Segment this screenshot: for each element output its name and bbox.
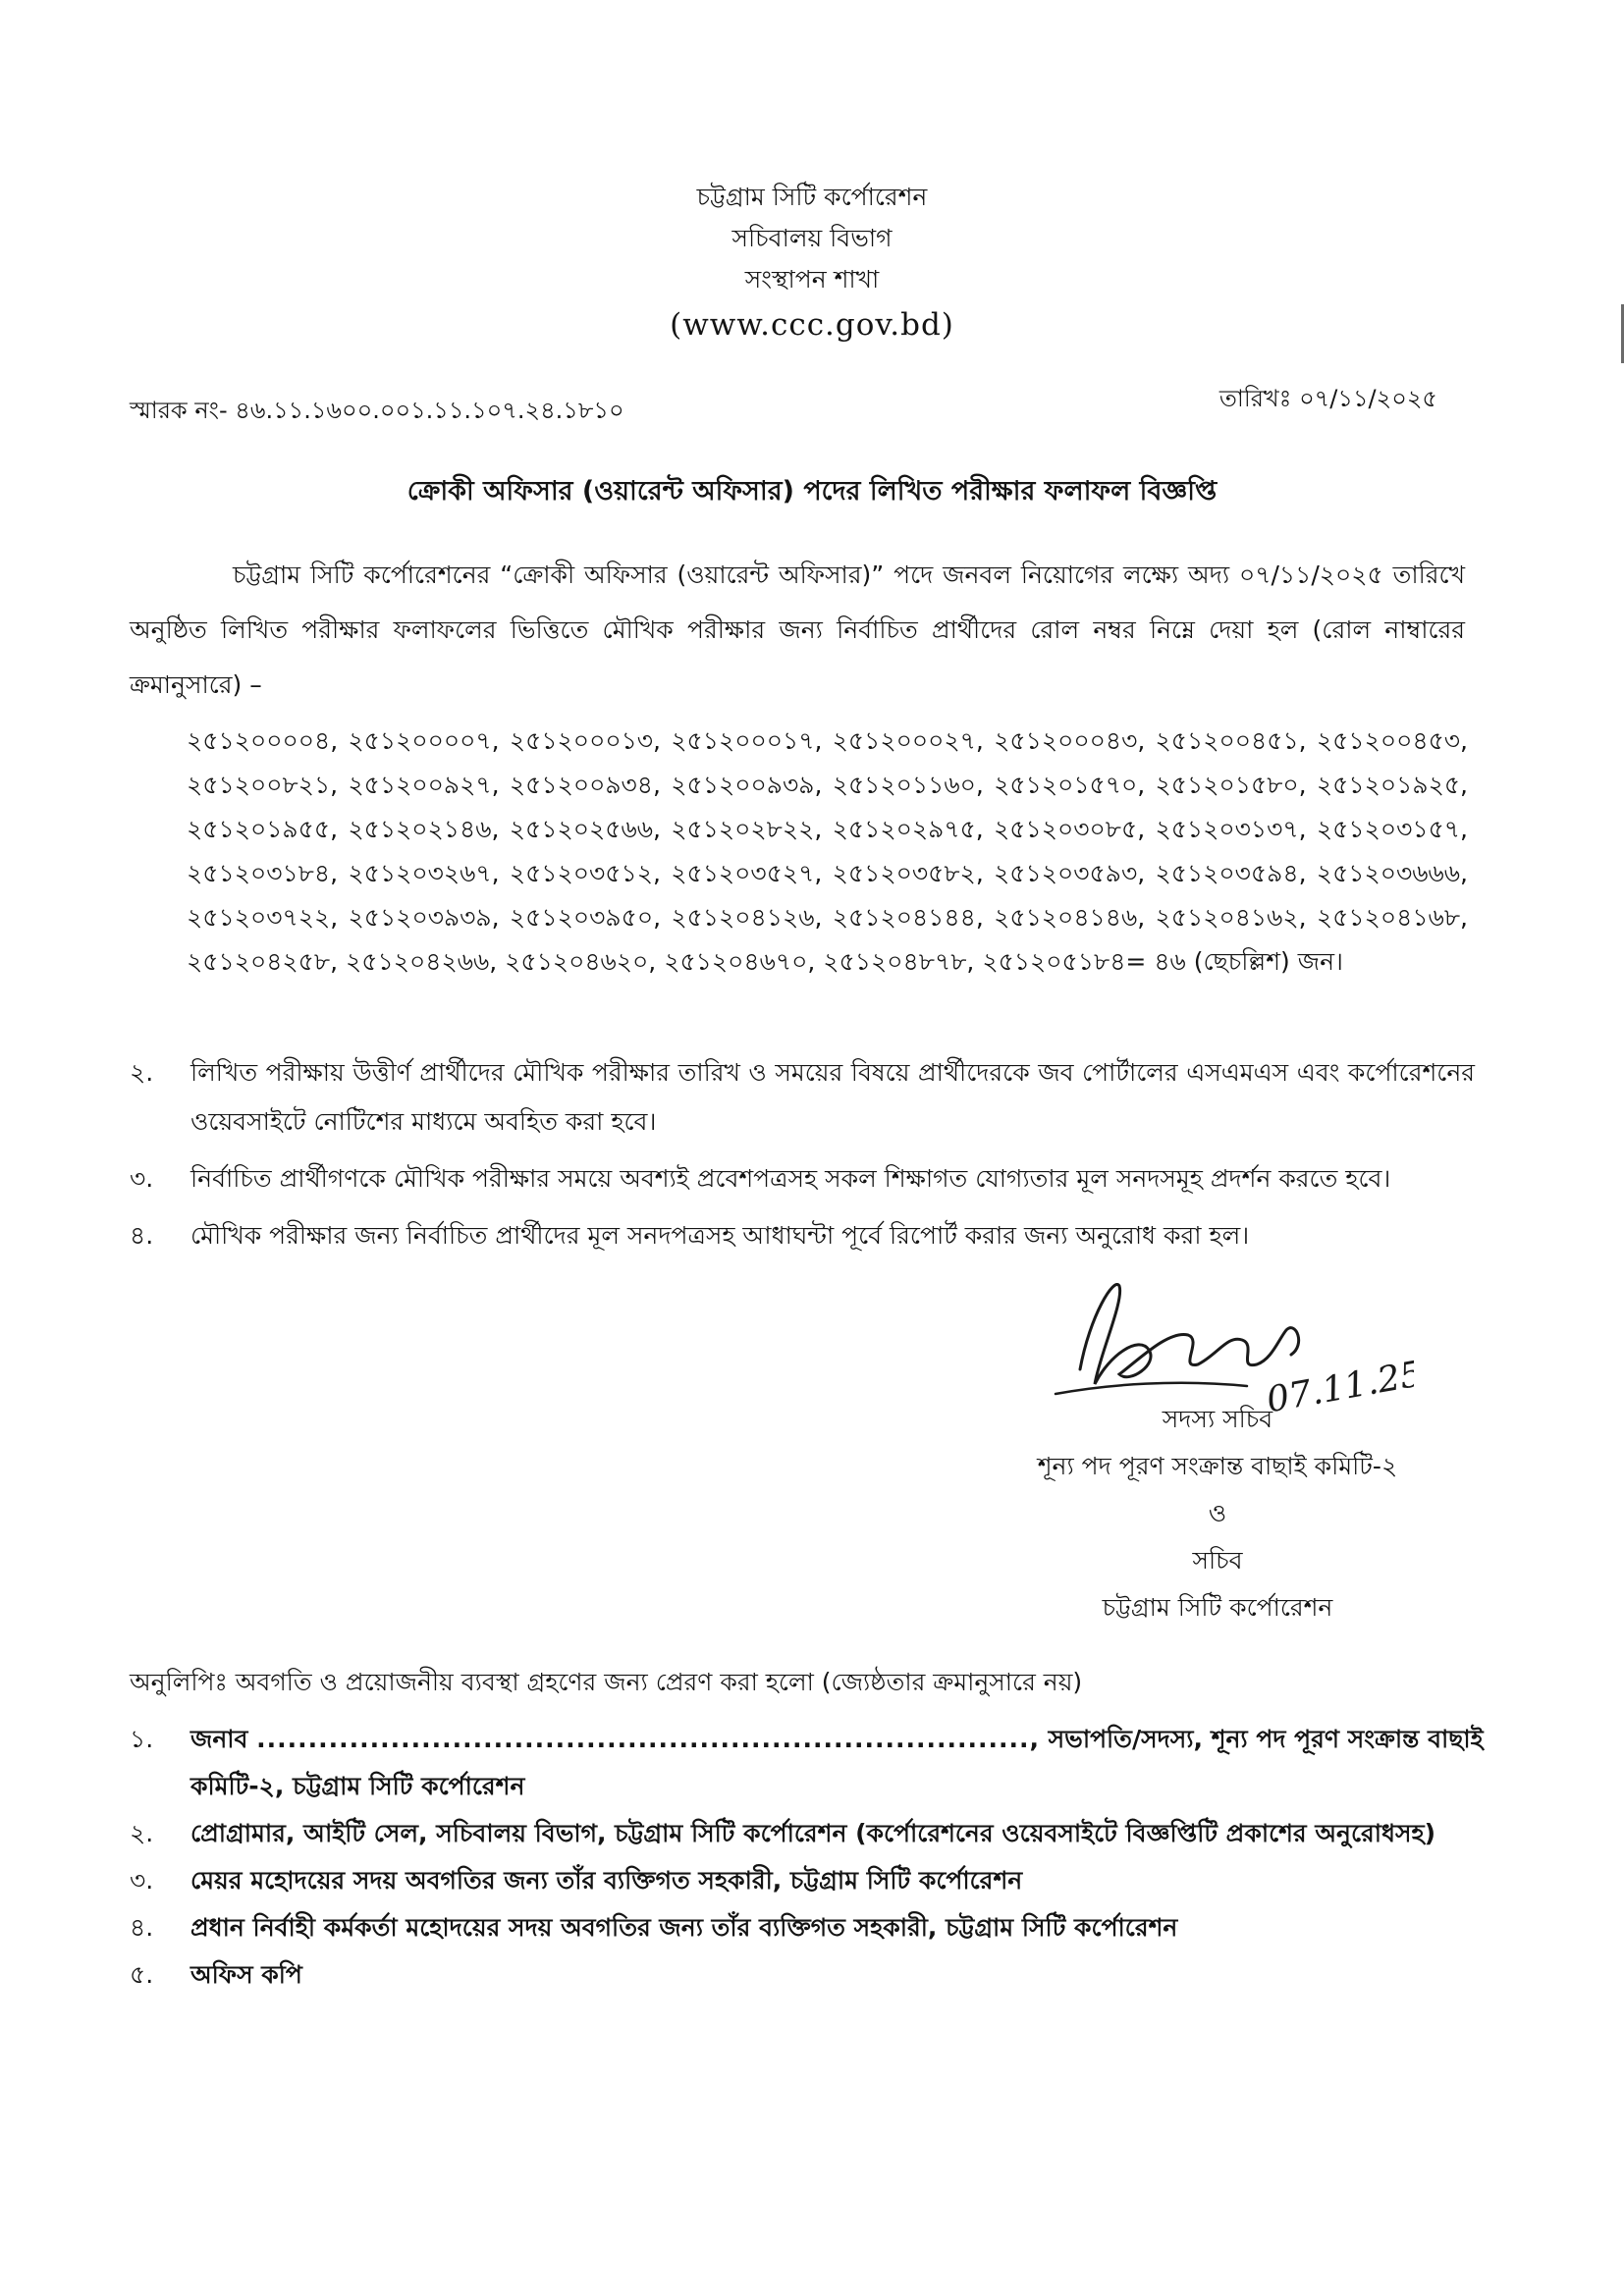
item-text: লিখিত পরীক্ষায় উত্তীর্ণ প্রার্থীদের মৌখিক পরীক্ষার তারিখ ও সময়ের বিষয়ে প্রার্থীদেরকে জব পোর্টালের এসএমএস এবং কর্পোরেশনের ওয়েবসাইটে নোটিশের মাধ্যমে অবহিত করা হবে। (190, 1058, 1475, 1136)
list-item (130, 1716, 1485, 1810)
item-text: মৌখিক পরীক্ষার জন্য নির্বাচিত প্রার্থীদের মূল সনদপত্রসহ আধাঘন্টা পূর্বে রিপোর্ট করার জন্য অনুরোধ করা হল। (190, 1221, 1250, 1250)
signatory-title-3: সচিব (1192, 1546, 1243, 1575)
item-number: ২. (130, 1819, 154, 1847)
item-text: অফিস কপি (190, 1960, 302, 1989)
notice-title: ক্রোকী অফিসার (ওয়ারেন্ট অফিসার) পদের লিখিত পরীক্ষার ফলাফল বিজ্ঞপ্তি (406, 476, 1218, 507)
item-text: প্রোগ্রামার, আইটি সেল, সচিবালয় বিভাগ, চট্টগ্রাম সিটি কর্পোরেশন (কর্পোরেশনের ওয়েবসাইটে বিজ্ঞপ্তিটি প্রকাশের অনুরোধসহ) (190, 1819, 1436, 1847)
list-item (130, 1810, 1485, 1857)
signature-date: 07.11.25 (1263, 1354, 1414, 1421)
signatory-conjunction: ও (1208, 1499, 1227, 1527)
blank-dots: ..........................................................................., (256, 1725, 1040, 1753)
item-number: ৩. (130, 1164, 154, 1193)
signatory-title-1: সদস্য সচিব (1162, 1405, 1273, 1433)
cc-recipient: সভাপতি/সদস্য, শূন্য পদ পূরণ সংক্রান্ত বাছাই কমিটি-২, চট্টগ্রাম সিটি কর্পোরেশন (190, 1725, 1484, 1800)
item-text: নির্বাচিত প্রার্থীগণকে মৌখিক পরীক্ষার সময়ে অবশ্যই প্রবেশপত্রসহ সকল শিক্ষাগত যোগ্যতার মূল সনদসমূহ প্রদর্শন করতে হবে। (190, 1164, 1391, 1193)
list-item (130, 1904, 1485, 1951)
item-number: ৪. (130, 1221, 154, 1250)
item-number: ২. (130, 1058, 154, 1087)
memo-number: স্মারক নং- ৪৬.১১.১৬০০.০০১.১১.১০৭.২৪.১৮১০ (130, 397, 624, 424)
intro-paragraph (130, 548, 1465, 713)
org-name: চট্টগ্রাম সিটি কর্পোরেশন (696, 183, 928, 211)
cc-prefix: জনাব (190, 1725, 248, 1753)
item-text: মেয়র মহোদয়ের সদয় অবগতির জন্য তাঁর ব্যক্তিগত সহকারী, চট্টগ্রাম সিটি কর্পোরেশন (190, 1866, 1023, 1895)
list-item (130, 1154, 1475, 1203)
website: (www.ccc.gov.bd) (670, 307, 954, 343)
list-item (130, 1951, 1485, 1999)
intro-text: চট্টগ্রাম সিটি কর্পোরেশনের “ক্রোকী অফিসার (ওয়ারেন্ট অফিসার)” পদে জনবল নিয়োগের লক্ষ্যে অদ্য ০৭/১১/২০২৫ তারিখে অনুষ্ঠিত লিখিত পরীক্ষার ফলাফলের ভিত্তিতে মৌখিক পরীক্ষার জন্য নির্বাচিত প্রার্থীদের রোল নম্বর নিম্নে দেয়া হল (রোল নাম্বারের ক্রমানুসারে) – (130, 561, 1465, 699)
list-item (130, 1857, 1485, 1904)
signatory-title-2: শূন্য পদ পূরণ সংক্রান্ত বাছাই কমিটি-২ (1037, 1452, 1398, 1480)
item-text: প্রধান নির্বাহী কর্মকর্তা মহোদয়ের সদয় অবগতির জন্য তাঁর ব্যক্তিগত সহকারী, চট্টগ্রাম সিটি কর্পোরেশন (190, 1913, 1178, 1942)
copy-distribution (130, 1659, 1485, 1999)
memo-date: তারিখঃ ০৭/১১/২০২৫ (1218, 385, 1437, 412)
item-number: ৪. (130, 1913, 154, 1942)
list-item (130, 1211, 1475, 1260)
roll-number-list: ২৫১২০০০০৪, ২৫১২০০০০৭, ২৫১২০০০১৩, ২৫১২০০০১৭, ২৫১২০০০২৭, ২৫১২০০০৪৩, ২৫১২০০৪৫১, ২৫১২০০৪৫৩, ২৫১২০০৮২১, ২৫১২০০৯২৭, ২৫১২০০৯৩৪, ২৫১২০০৯৩৯, ২৫১২০১১৬০, ২৫১২০১৫৭০, ২৫১২০১৫৮০, ২৫১২০১৯২৫, ২৫১২০১৯৫৫, ২৫১২০২১৪৬, ২৫১২০২৫৬৬, ২৫১২০২৮২২, ২৫১২০২৯৭৫, ২৫১২০৩০৮৫, ২৫১২০৩১৩৭, ২৫১২০৩১৫৭, ২৫১২০৩১৮৪, ২৫১২০৩২৬৭, ২৫১২০৩৫১২, ২৫১২০৩৫২৭, ২৫১২০৩৫৮২, ২৫১২০৩৫৯৩, ২৫১২০৩৫৯৪, ২৫১২০৩৬৬৬, ২৫১২০৩৭২২, ২৫১২০৩৯৩৯, ২৫১২০৩৯৫০, ২৫১২০৪১২৬, ২৫১২০৪১৪৪, ২৫১২০৪১৪৬, ২৫১২০৪১৬২, ২৫১২০৪১৬৮, ২৫১২০৪২৫৮, ২৫১২০৪২৬৬, ২৫১২০৪৬২০, ২৫১২০৪৬৭০, ২৫১২০৪৮৭৮, ২৫১২০৫১৮৪= ৪৬ (ছেচল্লিশ) জন। (187, 726, 1468, 976)
cc-heading: অনুলিপিঃ অবগতি ও প্রয়োজনীয় ব্যবস্থা গ্রহণের জন্য প্রেরণ করা হলো (জ্যেষ্ঠতার ক্রমানুসারে নয়) (130, 1668, 1083, 1696)
signatory-block (903, 1396, 1532, 1631)
branch-name: সংস্থাপন শাখা (744, 265, 880, 294)
department-name: সচিবালয় বিভাগ (731, 224, 893, 252)
signatory-org: চট্টগ্রাম সিটি কর্পোরেশন (1102, 1593, 1333, 1622)
instruction-list (130, 1048, 1475, 1268)
item-text (190, 1716, 1485, 1810)
list-item (130, 1048, 1475, 1147)
item-number: ৫. (130, 1960, 154, 1989)
letterhead (0, 177, 1624, 349)
item-number: ৩. (130, 1866, 154, 1895)
item-number: ১. (130, 1725, 154, 1753)
